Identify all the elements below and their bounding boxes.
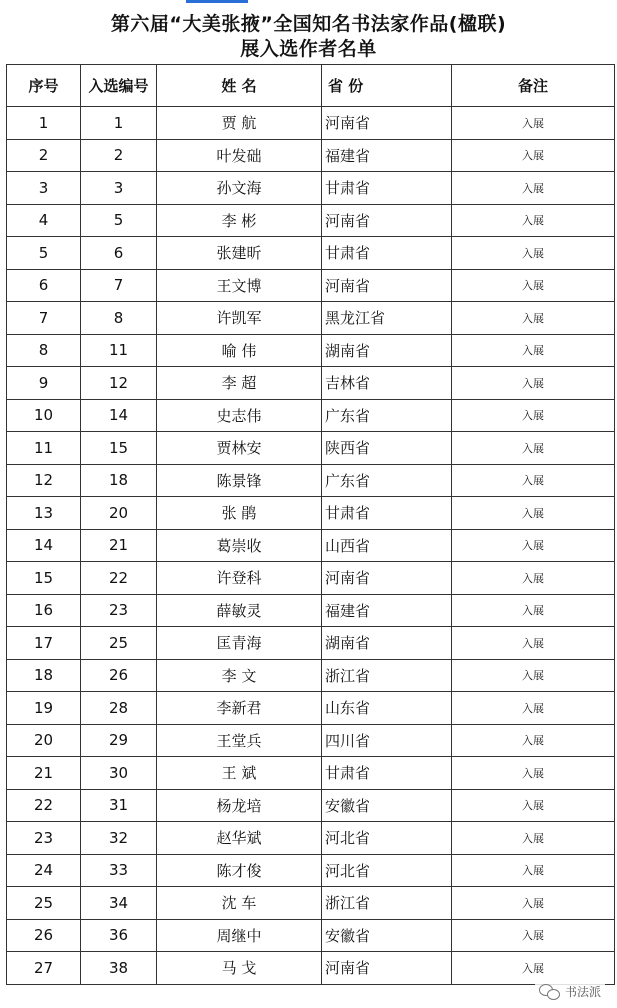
cell-province: 四川省 [322,724,452,757]
cell-province: 河北省 [322,822,452,855]
header-code: 入选编号 [81,65,157,107]
cell-note: 入展 [452,529,615,562]
cell-code: 7 [81,269,157,302]
cell-name: 杨龙培 [157,789,322,822]
table-body [7,107,615,985]
cell-code: 29 [81,724,157,757]
table-row [7,887,615,920]
cell-code: 1 [81,107,157,140]
cell-code: 20 [81,497,157,530]
cell-note: 入展 [452,757,615,790]
watermark [535,981,605,1002]
roster-table [6,64,615,985]
table-row [7,822,615,855]
cell-note: 入展 [452,204,615,237]
cell-province: 河南省 [322,562,452,595]
cell-seq: 4 [7,204,81,237]
cell-code: 26 [81,659,157,692]
cell-seq: 22 [7,789,81,822]
cell-name: 周继中 [157,919,322,952]
cell-code: 8 [81,302,157,335]
cell-name: 李新君 [157,692,322,725]
cell-note: 入展 [452,139,615,172]
cell-name: 王 斌 [157,757,322,790]
cell-name: 马 戈 [157,952,322,985]
cell-province: 福建省 [322,139,452,172]
table-row [7,692,615,725]
cell-name: 张 鹃 [157,497,322,530]
cell-code: 31 [81,789,157,822]
table-row [7,627,615,660]
cell-province: 安徽省 [322,789,452,822]
cell-note: 入展 [452,659,615,692]
cell-seq: 12 [7,464,81,497]
cell-seq: 18 [7,659,81,692]
cell-note: 入展 [452,919,615,952]
document-subtitle: 展入选作者名单 [240,38,377,60]
cell-code: 3 [81,172,157,205]
cell-name: 李 超 [157,367,322,400]
cell-name: 张建昕 [157,237,322,270]
table-row [7,237,615,270]
cell-name: 贾 航 [157,107,322,140]
cell-province: 河南省 [322,204,452,237]
cell-seq: 16 [7,594,81,627]
table-row [7,757,615,790]
cell-province: 湖南省 [322,334,452,367]
cell-note: 入展 [452,269,615,302]
cell-note: 入展 [452,692,615,725]
header-note: 备注 [452,65,615,107]
table-row [7,529,615,562]
cell-province: 福建省 [322,594,452,627]
cell-seq: 7 [7,302,81,335]
cell-code: 12 [81,367,157,400]
cell-province: 河南省 [322,952,452,985]
cell-province: 山西省 [322,529,452,562]
cell-name: 李 彬 [157,204,322,237]
cell-province: 湖南省 [322,627,452,660]
cell-province: 浙江省 [322,659,452,692]
table-row [7,204,615,237]
cell-name: 王堂兵 [157,724,322,757]
cell-code: 23 [81,594,157,627]
cell-name: 陈景锋 [157,464,322,497]
cell-code: 22 [81,562,157,595]
table-row [7,952,615,985]
cell-seq: 9 [7,367,81,400]
cell-province: 浙江省 [322,887,452,920]
cell-code: 38 [81,952,157,985]
table-row [7,302,615,335]
table-row [7,399,615,432]
cell-name: 匡青海 [157,627,322,660]
cell-note: 入展 [452,334,615,367]
cell-code: 15 [81,432,157,465]
cell-name: 贾林安 [157,432,322,465]
cell-code: 30 [81,757,157,790]
cell-name: 葛崇收 [157,529,322,562]
cell-code: 18 [81,464,157,497]
cell-seq: 14 [7,529,81,562]
cell-note: 入展 [452,302,615,335]
cell-seq: 6 [7,269,81,302]
cell-name: 王文博 [157,269,322,302]
cell-province: 陕西省 [322,432,452,465]
cell-province: 甘肃省 [322,172,452,205]
table-row [7,854,615,887]
cell-name: 赵华斌 [157,822,322,855]
cell-province: 甘肃省 [322,497,452,530]
cell-province: 广东省 [322,464,452,497]
wechat-icon [539,984,561,1000]
cell-seq: 5 [7,237,81,270]
cell-note: 入展 [452,952,615,985]
cell-province: 河北省 [322,854,452,887]
cell-note: 入展 [452,497,615,530]
cell-note: 入展 [452,627,615,660]
header-seq: 序号 [7,65,81,107]
watermark-text: 书法派 [564,985,601,999]
cell-code: 32 [81,822,157,855]
cell-seq: 3 [7,172,81,205]
cell-note: 入展 [452,724,615,757]
cell-name: 许登科 [157,562,322,595]
table-row [7,432,615,465]
table-row [7,139,615,172]
cell-seq: 13 [7,497,81,530]
table-row [7,562,615,595]
cell-province: 河南省 [322,269,452,302]
cell-code: 5 [81,204,157,237]
cell-province: 甘肃省 [322,757,452,790]
table-row [7,107,615,140]
cell-code: 2 [81,139,157,172]
cell-code: 28 [81,692,157,725]
cell-seq: 21 [7,757,81,790]
table-row [7,367,615,400]
cell-seq: 11 [7,432,81,465]
cell-code: 33 [81,854,157,887]
cell-seq: 10 [7,399,81,432]
cell-seq: 8 [7,334,81,367]
table-row [7,464,615,497]
table-row [7,724,615,757]
cell-note: 入展 [452,887,615,920]
cell-note: 入展 [452,237,615,270]
cell-name: 叶发础 [157,139,322,172]
cell-seq: 26 [7,919,81,952]
cell-note: 入展 [452,399,615,432]
cell-province: 山东省 [322,692,452,725]
cell-seq: 17 [7,627,81,660]
cell-code: 25 [81,627,157,660]
cell-province: 黑龙江省 [322,302,452,335]
cell-seq: 15 [7,562,81,595]
cell-note: 入展 [452,432,615,465]
table-row [7,497,615,530]
cell-province: 河南省 [322,107,452,140]
cell-code: 21 [81,529,157,562]
cell-code: 36 [81,919,157,952]
cell-note: 入展 [452,172,615,205]
document-title: 第六届“大美张掖”全国知名书法家作品(楹联) [110,13,507,35]
cell-name: 喻 伟 [157,334,322,367]
table-row [7,594,615,627]
cell-note: 入展 [452,562,615,595]
table-row [7,659,615,692]
table-row [7,919,615,952]
cell-seq: 27 [7,952,81,985]
table-row [7,334,615,367]
cell-seq: 20 [7,724,81,757]
cell-note: 入展 [452,367,615,400]
cell-seq: 1 [7,107,81,140]
cell-code: 34 [81,887,157,920]
table-row [7,789,615,822]
table-row [7,172,615,205]
cell-name: 许凯军 [157,302,322,335]
cell-seq: 19 [7,692,81,725]
cell-note: 入展 [452,854,615,887]
cell-note: 入展 [452,464,615,497]
cell-province: 广东省 [322,399,452,432]
cell-name: 孙文海 [157,172,322,205]
cell-note: 入展 [452,594,615,627]
table-row [7,269,615,302]
cell-note: 入展 [452,107,615,140]
cell-code: 6 [81,237,157,270]
cell-code: 11 [81,334,157,367]
cell-note: 入展 [452,789,615,822]
cell-name: 沈 车 [157,887,322,920]
cell-name: 史志伟 [157,399,322,432]
cell-name: 薛敏灵 [157,594,322,627]
cell-name: 李 文 [157,659,322,692]
cell-province: 吉林省 [322,367,452,400]
cell-code: 14 [81,399,157,432]
header-name: 姓 名 [157,65,322,107]
cell-seq: 23 [7,822,81,855]
cell-note: 入展 [452,822,615,855]
cell-province: 甘肃省 [322,237,452,270]
cell-seq: 24 [7,854,81,887]
cell-seq: 2 [7,139,81,172]
cell-province: 安徽省 [322,919,452,952]
top-accent-bar [186,0,248,3]
header-province: 省 份 [322,65,452,107]
cell-seq: 25 [7,887,81,920]
table-header-row [7,65,615,107]
cell-name: 陈才俊 [157,854,322,887]
